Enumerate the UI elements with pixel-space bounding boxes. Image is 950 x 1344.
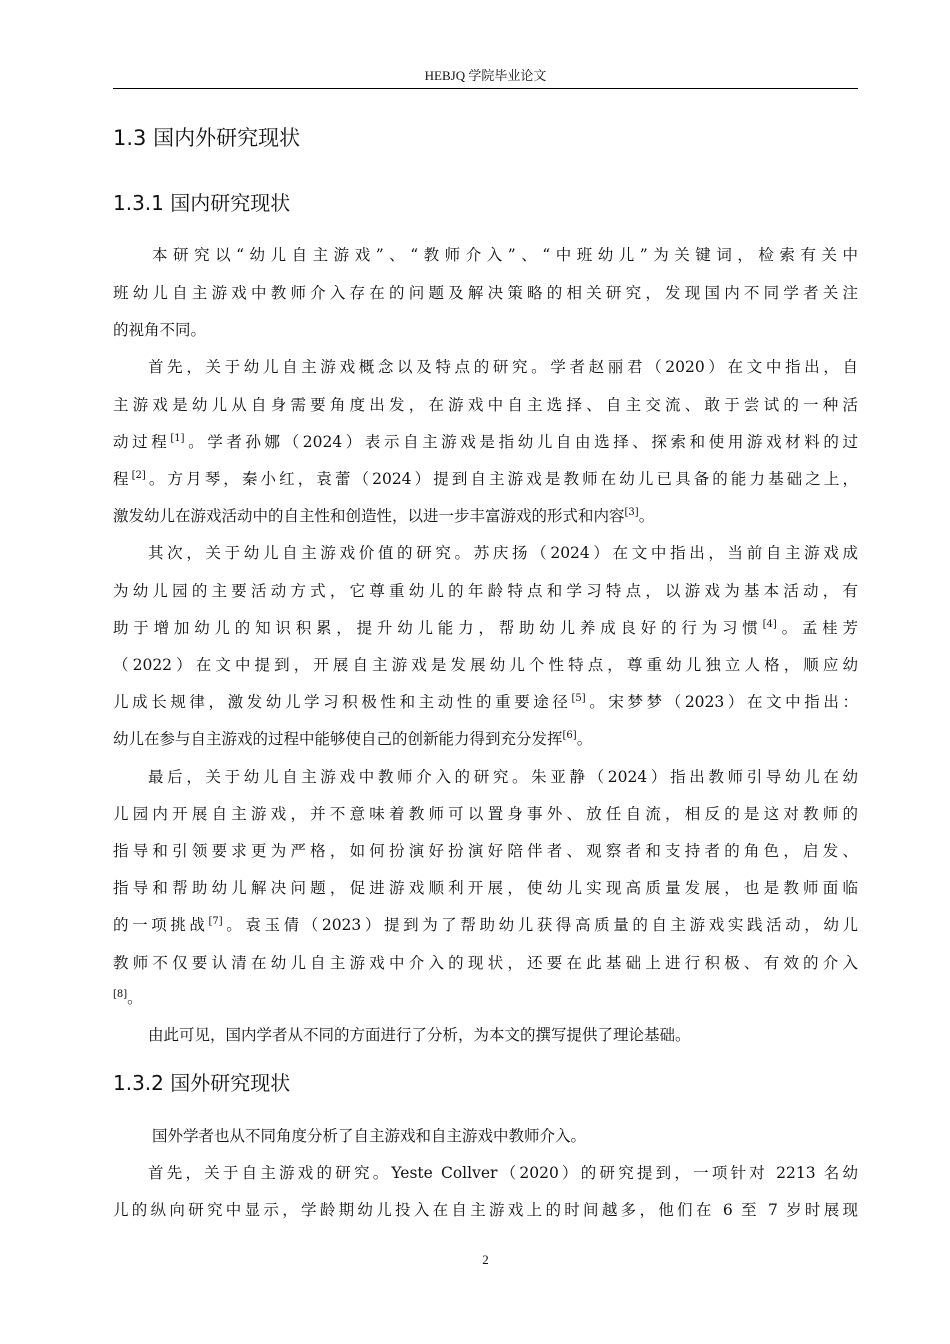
paragraph-line: 儿的纵向研究中显示，学龄期幼儿投入在自主游戏上的时间越多，他们在 6 至 7 岁时展现 [113, 1201, 858, 1219]
section-heading-1-3: 1.3 国内外研究现状 [113, 126, 301, 150]
paragraph-line: 首先，关于幼儿自主游戏概念以及特点的研究。学者赵丽君（2020）在文中指出，自 [148, 358, 858, 376]
paragraph-line: 为幼儿园的主要活动方式，它尊重幼儿的年龄特点和学习特点，以游戏为基本活动，有 [113, 582, 858, 600]
citation-marker: [2] [131, 470, 146, 481]
paragraph-line: 班幼儿自主游戏中教师介入存在的问题及解决策略的相关研究，发现国内不同学者关注 [113, 284, 858, 302]
header-rule [113, 88, 858, 89]
paragraph-line: 指导和帮助幼儿解决问题，促进游戏顺利开展，使幼儿实现高质量发展，也是教师面临 [113, 879, 858, 897]
paragraph-line: 幼儿在参与自主游戏的过程中能够使自己的创新能力得到充分发挥[6]。 [113, 730, 593, 748]
paragraph-line: 由此可见，国内学者从不同的方面进行了分析，为本文的撰写提供了理论基础。 [148, 1026, 691, 1044]
paragraph-line: 儿成长规律，激发幼儿学习积极性和主动性的重要途径[5]。宋梦梦（2023）在文中指出： [113, 693, 858, 711]
paragraph-line: 主游戏是幼儿从自身需要角度出发，在游戏中自主选择、自主交流、敢于尝试的一种活 [113, 396, 858, 414]
citation-marker: [4] [762, 619, 777, 630]
paragraph-line: 的视角不同。 [113, 321, 207, 339]
paragraph-line: （2022）在文中提到，开展自主游戏是发展幼儿个性特点，尊重幼儿独立人格，顺应幼 [113, 656, 858, 674]
paragraph-line: 程[2]。方月琴，秦小红，袁蕾（2024）提到自主游戏是教师在幼儿已具备的能力基础之上， [113, 470, 858, 488]
running-header: HEBJQ 学院毕业论文 [424, 68, 547, 83]
citation-marker: [1] [170, 433, 185, 444]
paragraph-line: [8]。 [113, 989, 143, 1007]
citation-marker: [3] [624, 507, 639, 518]
paragraph-line: 儿园内开展自主游戏，并不意味着教师可以置身事外、放任自流，相反的是这对教师的 [113, 805, 858, 823]
citation-marker: [6] [562, 730, 577, 741]
paragraph-line: 助于增加幼儿的知识积累，提升幼儿能力，帮助幼儿养成良好的行为习惯[4]。孟桂芳 [113, 619, 858, 637]
paragraph-line: 首先，关于自主游戏的研究。Yeste Collver（2020）的研究提到，一项针对 2213 名幼 [148, 1164, 858, 1182]
paragraph-line: 教师不仅要认清在幼儿自主游戏中介入的现状，还要在此基础上进行积极、有效的介入 [113, 954, 858, 972]
paragraph-line: 其次，关于幼儿自主游戏价值的研究。苏庆扬（2024）在文中指出，当前自主游戏成 [148, 544, 858, 562]
paragraph-line: 激发幼儿在游戏活动中的自主性和创造性，以进一步丰富游戏的形式和内容[3]。 [113, 507, 655, 525]
citation-marker: [5] [571, 693, 586, 704]
paragraph-line: 指导和引领要求更为严格，如何扮演好扮演好陪伴者、观察者和支持者的角色，启发、 [113, 842, 858, 860]
subsection-heading-1-3-1: 1.3.1 国内研究现状 [113, 191, 291, 215]
paragraph-line: 最后，关于幼儿自主游戏中教师介入的研究。朱亚静（2024）指出教师引导幼儿在幼 [148, 768, 858, 786]
citation-marker: [8] [113, 989, 128, 1000]
paragraph-line: 动过程[1]。学者孙娜（2024）表示自主游戏是指幼儿自由选择、探索和使用游戏材料的过 [113, 433, 858, 451]
paragraph-line: 国外学者也从不同角度分析了自主游戏和自主游戏中教师介入。 [152, 1127, 587, 1145]
citation-marker: [7] [208, 916, 223, 927]
paragraph-line: 的一项挑战[7]。袁玉倩（2023）提到为了帮助幼儿获得高质量的自主游戏实践活动，幼儿 [113, 916, 858, 934]
page-number: 2 [482, 1252, 489, 1267]
subsection-heading-1-3-2: 1.3.2 国外研究现状 [113, 1071, 291, 1095]
paragraph-line: 本研究以“幼儿自主游戏”、“教师介入”、“中班幼儿”为关键词，检索有关中 [152, 246, 858, 264]
